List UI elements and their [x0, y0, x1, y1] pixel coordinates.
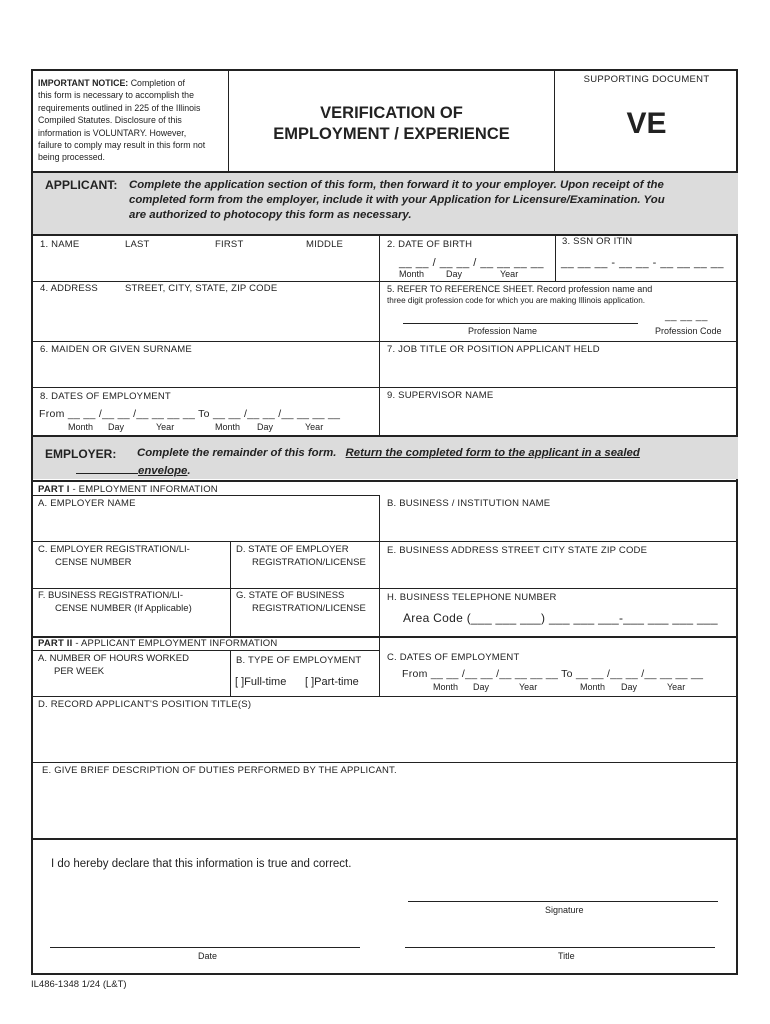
employer-state-line2: REGISTRATION/LICENSE	[252, 556, 366, 568]
to-year-caption: Year	[305, 422, 324, 432]
part2-from-year: Year	[519, 682, 538, 692]
reference-line2: three digit profession code for which you are making Illinois application.	[387, 296, 646, 305]
duties-description-label: E. GIVE BRIEF DESCRIPTION OF DUTIES PERFORMED BY THE APPLICANT.	[42, 765, 397, 776]
divider	[33, 495, 379, 496]
part2-title-rest: - APPLICANT EMPLOYMENT INFORMATION	[72, 638, 278, 649]
divider	[33, 762, 738, 763]
profession-code-field[interactable]: __ __ __	[665, 311, 708, 322]
dob-day-caption: Day	[446, 269, 463, 279]
hours-worked-line1: A. NUMBER OF HOURS WORKED	[38, 653, 189, 664]
part1-title-rest: - EMPLOYMENT INFORMATION	[69, 484, 218, 495]
maiden-name-label: 6. MAIDEN OR GIVEN SURNAME	[40, 344, 192, 355]
reference-label: 5. REFER TO REFERENCE SHEET.	[387, 284, 535, 294]
part1-title-bold: PART I	[38, 484, 70, 495]
reference-line1-rest: Record profession name and	[536, 284, 653, 294]
date-line[interactable]	[50, 947, 360, 948]
divider	[33, 650, 379, 651]
part1-title	[38, 484, 218, 495]
employer-banner-line2-wrap	[76, 462, 191, 477]
document-code: VE	[626, 107, 667, 140]
employment-type-label: B. TYPE OF EMPLOYMENT	[236, 655, 362, 666]
reference-instructions	[387, 283, 652, 307]
employer-banner-text	[137, 447, 640, 459]
employer-state-line1: D. STATE OF EMPLOYER	[236, 544, 349, 555]
notice-heading: IMPORTANT NOTICE:	[38, 78, 129, 88]
employer-name-label: A. EMPLOYER NAME	[38, 498, 136, 509]
part2-from-day: Day	[473, 682, 490, 692]
supporting-document-label: SUPPORTING DOCUMENT	[583, 74, 710, 85]
part2-to-year: Year	[667, 682, 686, 692]
from-day-caption: Day	[108, 422, 125, 432]
applicant-banner-heading: APPLICANT:	[45, 178, 118, 192]
part2-title-bold: PART II	[38, 638, 73, 649]
verification-form	[31, 69, 738, 975]
divider	[33, 387, 738, 388]
name-middle-label: MIDDLE	[306, 239, 344, 250]
profession-name-line[interactable]	[403, 323, 638, 324]
notice-first-line	[38, 77, 226, 89]
business-state-line2: REGISTRATION/LICENSE	[252, 602, 366, 614]
reference-line1	[387, 283, 652, 295]
date-caption: Date	[198, 951, 218, 961]
hours-worked-line2: PER WEEK	[54, 665, 105, 677]
hours-worked-label	[38, 653, 189, 678]
signature-line[interactable]	[408, 901, 718, 902]
employer-banner-underline	[76, 462, 138, 474]
employer-banner-line1a: Complete the remainder of this form.	[137, 447, 337, 459]
notice-first-text: Completion of	[130, 78, 185, 88]
business-name-label: B. BUSINESS / INSTITUTION NAME	[387, 498, 551, 509]
title-line2: EMPLOYMENT / EXPERIENCE	[273, 125, 510, 143]
name-last-label: LAST	[125, 239, 150, 250]
part2-from-month: Month	[433, 682, 459, 692]
signature-caption: Signature	[545, 905, 584, 915]
business-state-line1: G. STATE OF BUSINESS	[236, 590, 345, 601]
business-telephone-field[interactable]: Area Code (___ ___ ___) ___ ___ ___-___ ___ ___ ___	[403, 611, 718, 625]
ssn-field[interactable]: __ __ __ - __ __ - __ __ __ __	[561, 257, 725, 269]
banner-line1: Complete the application section of this form, then forward it to your employer. Upon receipt of the	[129, 179, 664, 191]
dob-month-caption: Month	[399, 269, 425, 279]
part2-dates-field[interactable]: From __ __ /__ __ /__ __ __ __ To __ __ /__ __ /__ __ __ __	[402, 668, 704, 680]
supervisor-name-label: 9. SUPERVISOR NAME	[387, 390, 494, 401]
employer-registration-label	[38, 544, 190, 569]
banner-line2: completed form from the employer, include it with your Application for Licensure/Examination. You	[129, 194, 665, 206]
divider	[33, 541, 738, 542]
position-title-label: D. RECORD APPLICANT'S POSITION TITLE(S)	[38, 699, 252, 710]
name-label: 1. NAME	[40, 239, 80, 250]
notice-line: being processed.	[38, 152, 105, 163]
title-line[interactable]	[405, 947, 715, 948]
address-parts-label: STREET, CITY, STATE, ZIP CODE	[125, 283, 278, 294]
profession-name-caption: Profession Name	[468, 326, 538, 336]
applicant-dates-field[interactable]: From __ __ /__ __ /__ __ __ __ To __ __ /__ __ /__ __ __ __	[39, 408, 341, 420]
declaration-text: I do hereby declare that this information is true and correct.	[51, 858, 352, 870]
ssn-label: 3. SSN OR ITIN	[562, 236, 633, 247]
divider	[33, 838, 738, 840]
employer-registration-line2: CENSE NUMBER	[55, 556, 132, 568]
employer-banner-heading: EMPLOYER:	[45, 447, 117, 461]
divider	[33, 588, 738, 589]
employer-registration-line1: C. EMPLOYER REGISTRATION/LI-	[38, 544, 190, 555]
from-month-caption: Month	[68, 422, 94, 432]
form-footer-id: IL486-1348 1/24 (L&T)	[31, 979, 127, 990]
part2-dates-label: C. DATES OF EMPLOYMENT	[387, 652, 520, 663]
part2-title	[38, 638, 277, 649]
notice-line: this form is necessary to accomplish the	[38, 90, 194, 101]
address-label: 4. ADDRESS	[40, 283, 98, 294]
notice-line: requirements outlined in 225 of the Illinois	[38, 102, 201, 113]
notice-line: information is VOLUNTARY. However,	[38, 127, 187, 138]
employer-state-label	[236, 544, 366, 569]
divider	[555, 235, 556, 281]
form-title	[229, 103, 554, 145]
divider	[379, 235, 380, 437]
business-registration-line2: CENSE NUMBER (If Applicable)	[55, 602, 192, 614]
profession-code-caption: Profession Code	[655, 326, 722, 336]
employer-banner-line2: envelope	[138, 465, 188, 477]
title-line1: VERIFICATION OF	[320, 104, 463, 122]
from-year-caption: Year	[156, 422, 175, 432]
dates-of-employment-label: 8. DATES OF EMPLOYMENT	[40, 391, 171, 402]
title-caption: Title	[558, 951, 575, 961]
job-title-label: 7. JOB TITLE OR POSITION APPLICANT HELD	[387, 344, 600, 355]
divider	[33, 480, 738, 482]
business-telephone-label: H. BUSINESS TELEPHONE NUMBER	[387, 592, 557, 603]
divider	[33, 281, 738, 282]
to-month-caption: Month	[215, 422, 241, 432]
divider	[33, 341, 738, 342]
dob-field[interactable]: __ __ / __ __ / __ __ __ __	[399, 257, 545, 269]
divider	[33, 696, 738, 697]
important-notice	[38, 77, 226, 164]
applicant-banner-text	[129, 178, 665, 223]
business-state-label	[236, 590, 366, 615]
divider	[230, 650, 231, 697]
notice-line: failure to comply may result in this form not	[38, 140, 206, 151]
name-first-label: FIRST	[215, 239, 244, 250]
dob-label: 2. DATE OF BIRTH	[387, 239, 473, 250]
fulltime-checkbox[interactable]: [ ]Full-time	[235, 676, 287, 688]
business-address-label: E. BUSINESS ADDRESS STREET CITY STATE ZIP CODE	[387, 545, 648, 556]
employer-banner-period: .	[187, 465, 191, 477]
employer-banner-line1b: Return the completed form to the applicant in a sealed	[345, 447, 640, 459]
divider	[379, 495, 380, 637]
part2-to-month: Month	[580, 682, 606, 692]
divider	[379, 637, 380, 697]
part2-to-day: Day	[621, 682, 638, 692]
to-day-caption: Day	[257, 422, 274, 432]
divider	[230, 541, 231, 637]
dob-year-caption: Year	[500, 269, 519, 279]
parttime-checkbox[interactable]: [ ]Part-time	[305, 676, 359, 688]
business-registration-label	[38, 590, 192, 615]
notice-line: Compiled Statutes. Disclosure of this	[38, 115, 182, 126]
business-registration-line1: F. BUSINESS REGISTRATION/LI-	[38, 590, 183, 601]
banner-line3: are authorized to photocopy this form as necessary.	[129, 209, 412, 221]
